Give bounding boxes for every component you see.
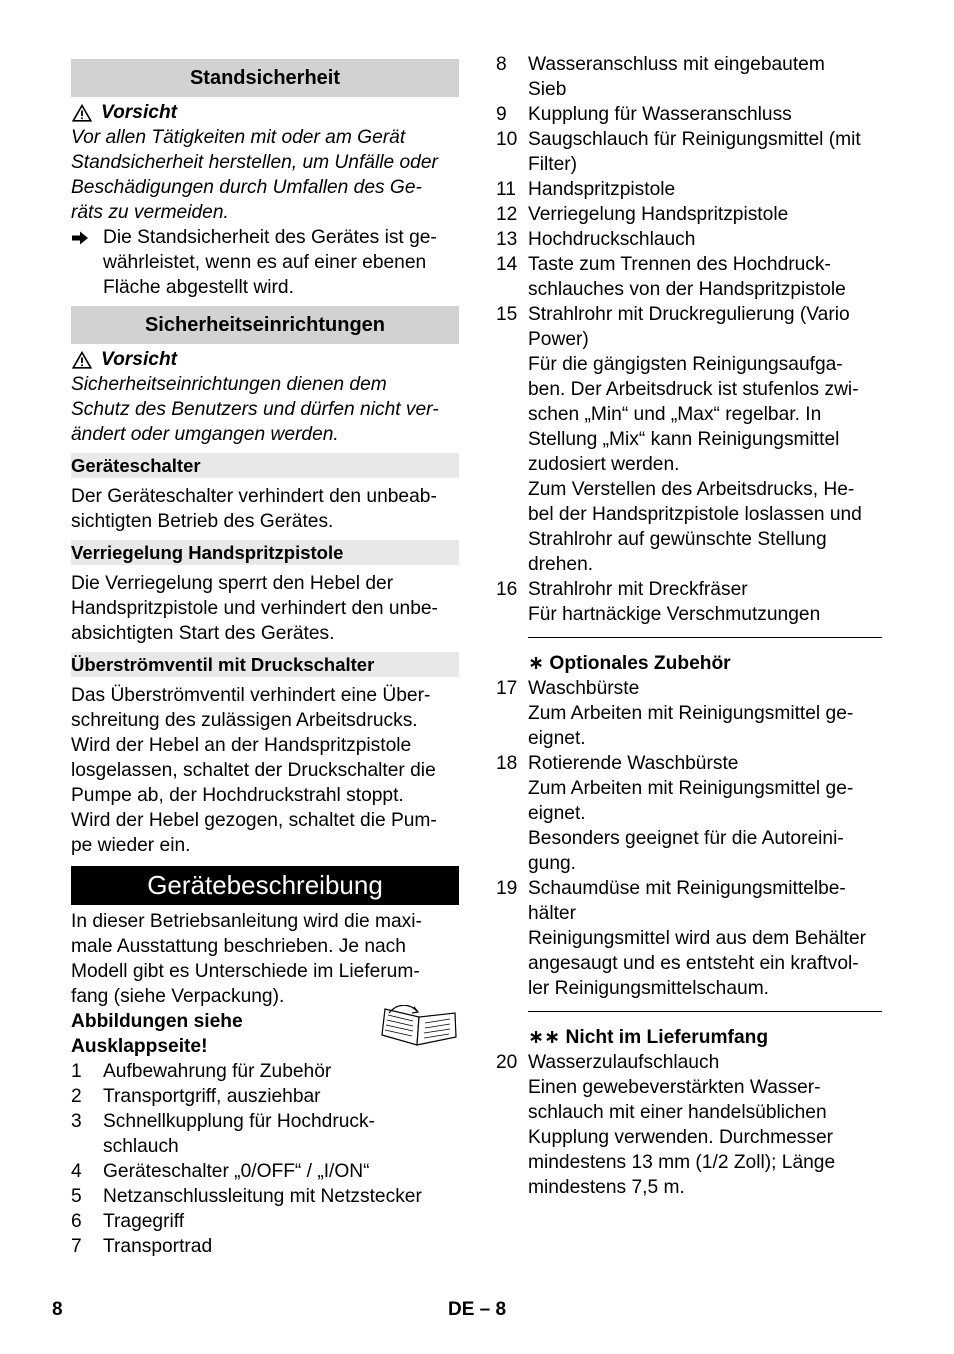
warning-vorsicht-1 (71, 100, 459, 125)
list-item: 18 Rotierende Waschbürste Zum Arbeiten mit Reinigungsmittel ge- eignet. Besonders geeignet für die Autoreini- gung. (496, 753, 854, 874)
list-item: 5 Netzanschlussleitung mit Netzstecker (71, 1186, 422, 1207)
right-column (496, 50, 882, 1200)
warning-vorsicht-2 (71, 347, 459, 372)
page-number-left: 8 (52, 1299, 63, 1320)
list-item: 10 Saugschlauch für Reinigungsmittel (mit Filter) (496, 129, 861, 175)
heading-geraetebeschreibung: Gerätebeschreibung (71, 866, 459, 905)
list-item: 7 Transportrad (71, 1236, 213, 1257)
component-list-left (71, 1059, 459, 1259)
note-standsicherheit: Die Standsicherheit des Gerätes ist ge- währleistet, wenn es auf einer ebenen Fläche abgestellt wird. (71, 225, 459, 300)
text-verriegelung: Die Verriegelung sperrt den Hebel der Handspritzpistole und verhindert den unbe- absichtigten Start des Gerätes. (71, 573, 438, 644)
component-list-c (496, 1050, 882, 1200)
left-column (71, 50, 459, 1259)
figure-note: Abbildungen siehe Ausklappseite! (71, 1011, 243, 1057)
component-list-b (496, 676, 882, 1001)
heading-sicherheitseinrichtungen: Sicherheitseinrichtungen (71, 306, 459, 344)
warning-triangle-icon (72, 351, 92, 369)
list-item: 15 Strahlrohr mit Druckregulierung (Vario Power) Für die gängigsten Reinigungsaufga- ben. Der Arbeitsdruck ist stufenlos zwi- schen „Min“ und „Max“ regelbar. In Stellung „Mix“ kann Reinigungsmittel zudosiert werden. Zum Verstellen des Arbeitsdrucks, He- bel der Handspritzpistole loslassen und Strahlrohr auf gewünschte Stellung drehen. (496, 304, 862, 575)
heading-optionales-zubehoer: ∗ Optionales Zubehör (528, 653, 731, 674)
list-item: 19 Schaumdüse mit Reinigungsmittelbe- hälter Reinigungsmittel wird aus dem Behälter angesaugt und es entsteht ein kraftvol- ler Reinigungsmittelschaum. (496, 878, 867, 999)
figure-note-row (71, 1009, 459, 1059)
text-ueberstroemventil: Das Überströmventil verhindert eine Über- schreitung des zulässigen Arbeitsdrucks. Wird der Hebel an der Handspritzpistole losgelassen, schaltet der Druckschalter die Pumpe ab, der Hochdruckstrahl stoppt. Wird der Hebel gezogen, schaltet die Pum- pe wieder ein. (71, 685, 437, 856)
list-item: 20 Wasserzulaufschlauch Einen gewebeverstärkten Wasser- schlauch mit einer handelsüblichen Kupplung verwenden. Durchmesser mindestens 13 mm (1/2 Zoll); Länge mindestens 7,5 m. (496, 1052, 836, 1198)
list-item: 11 Handspritzpistole (496, 179, 676, 200)
list-item: 16 Strahlrohr mit Dreckfräser Für hartnäckige Verschmutzungen (496, 579, 821, 625)
list-item: 9 Kupplung für Wasseranschluss (496, 104, 792, 125)
list-item: 6 Tragegriff (71, 1211, 185, 1232)
text-geraetebeschreibung: In dieser Betriebsanleitung wird die maxi- male Ausstattung beschrieben. Je nach Modell gibt es Unterschiede im Lieferum- fang (siehe Verpackung). (71, 911, 422, 1007)
heading-geraeteschalter: Geräteschalter (71, 453, 459, 478)
list-item: 3 Schnellkupplung für Hochdruck- schlauch (71, 1111, 375, 1157)
list-item: 4 Geräteschalter „0/OFF“ / „I/ON“ (71, 1161, 370, 1182)
list-item: 13 Hochdruckschlauch (496, 229, 696, 250)
list-item: 8 Wasseranschluss mit eingebautem Sieb (496, 54, 825, 100)
page-number-center: DE – 8 (448, 1299, 507, 1320)
heading-verriegelung: Verriegelung Handspritzpistole (71, 540, 459, 565)
warning-triangle-icon (72, 104, 92, 122)
heading-nicht-im-lieferumfang: ∗∗ Nicht im Lieferumfang (528, 1027, 769, 1048)
divider (528, 627, 882, 638)
list-item: 2 Transportgriff, ausziehbar (71, 1086, 321, 1107)
divider (528, 1001, 882, 1012)
warning-label: Vorsicht (101, 349, 178, 370)
heading-standsicherheit: Standsicherheit (71, 59, 459, 97)
foldout-book-icon (379, 1005, 459, 1049)
warning-label: Vorsicht (101, 102, 178, 123)
double-asterisk-icon: ∗∗ (528, 1027, 561, 1048)
arrow-right-icon (71, 225, 103, 300)
list-item: 14 Taste zum Trennen des Hochdruck- schlauches von der Handspritzpistole (496, 254, 846, 300)
warning-text-standsicherheit: Vor allen Tätigkeiten mit oder am Gerät Standsicherheit herstellen, um Unfälle oder Beschädigungen durch Umfallen des Ge- räts zu vermeiden. (71, 127, 438, 223)
list-item: 1 Aufbewahrung für Zubehör (71, 1061, 332, 1082)
asterisk-icon: ∗ (528, 653, 545, 674)
component-list-a (496, 52, 882, 627)
list-item: 17 Waschbürste Zum Arbeiten mit Reinigungsmittel ge- eignet. (496, 678, 854, 749)
text-geraeteschalter: Der Geräteschalter verhindert den unbeab- sichtigten Betrieb des Gerätes. (71, 486, 437, 532)
heading-ueberstroemventil: Überströmventil mit Druckschalter (71, 652, 459, 677)
list-item: 12 Verriegelung Handspritzpistole (496, 204, 789, 225)
warning-text-sicherheit: Sicherheitseinrichtungen dienen dem Schutz des Benutzers und dürfen nicht ver- ändert oder umgangen werden. (71, 374, 439, 445)
